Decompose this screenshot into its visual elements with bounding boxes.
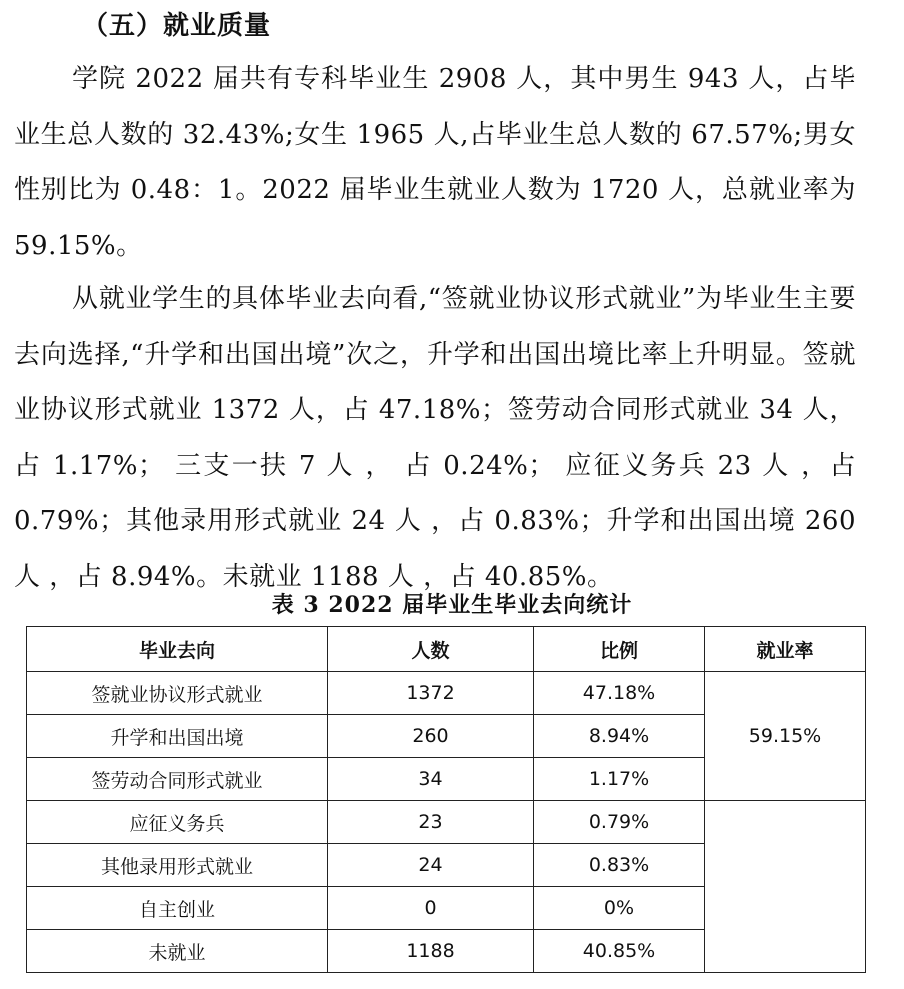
graduate-destination-table [26, 626, 866, 973]
cell-count: 1372 [328, 672, 534, 715]
cell-count: 23 [328, 801, 534, 844]
header-ratio: 比例 [534, 627, 705, 672]
cell-empty [705, 801, 866, 973]
table-caption: 表 3 2022 届毕业生毕业去向统计 [271, 592, 633, 618]
cell-destination: 应征义务兵 [27, 801, 328, 844]
table-header-row [27, 627, 866, 672]
cell-destination: 升学和出国出境 [27, 715, 328, 758]
cell-count: 1188 [328, 930, 534, 973]
header-destination: 毕业去向 [27, 627, 328, 672]
header-employment-rate: 就业率 [705, 627, 866, 672]
header-count: 人数 [328, 627, 534, 672]
paragraph-destinations: 从就业学生的具体毕业去向看,“签就业协议形式就业”为毕业生主要去向选择,“升学和出国出境”次之，升学和出国出境比率上升明显。签就业协议形式就业 1372 人，占 47.18%；签劳动合同形式就业 34 人，占 1.17%； 三支一扶 7 人 ， 占 0.24%； 应征义务兵 23 人 ，占 0.79%；其他录用形式就业 24 人 ，占 0.83%；升学和出国出境 260 人 ，占 8.94%。未就业 1188 人 ，占 40.85%。 [14, 284, 856, 592]
cell-count: 0 [328, 887, 534, 930]
cell-ratio: 40.85% [534, 930, 705, 973]
cell-destination: 其他录用形式就业 [27, 844, 328, 887]
cell-employment-rate: 59.15% [705, 672, 866, 801]
cell-destination: 未就业 [27, 930, 328, 973]
table-row [27, 801, 866, 844]
cell-ratio: 0.79% [534, 801, 705, 844]
cell-ratio: 0% [534, 887, 705, 930]
cell-count: 24 [328, 844, 534, 887]
cell-destination: 签就业协议形式就业 [27, 672, 328, 715]
table-row [27, 672, 866, 715]
cell-destination: 自主创业 [27, 887, 328, 930]
cell-ratio: 0.83% [534, 844, 705, 887]
section-heading: （五）就业质量 [82, 11, 272, 41]
cell-destination: 签劳动合同形式就业 [27, 758, 328, 801]
cell-count: 260 [328, 715, 534, 758]
cell-count: 34 [328, 758, 534, 801]
paragraph-overview: 学院 2022 届共有专科毕业生 2908 人，其中男生 943 人，占毕业生总人数的 32.43%;女生 1965 人,占毕业生总人数的 67.57%;男女性别比为 0.48：1。2022 届毕业生就业人数为 1720 人，总就业率为 59.15%。 [14, 64, 856, 261]
cell-ratio: 8.94% [534, 715, 705, 758]
cell-ratio: 1.17% [534, 758, 705, 801]
cell-ratio: 47.18% [534, 672, 705, 715]
